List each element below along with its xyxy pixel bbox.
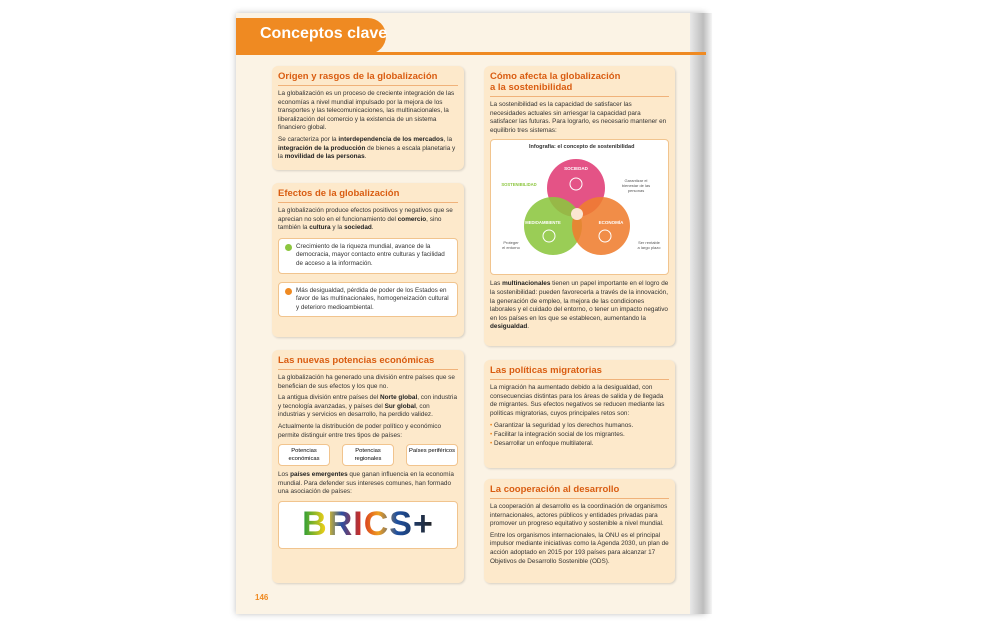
note-proteger: Proteger bbox=[503, 240, 519, 246]
positive-effects-text: Crecimiento de la riqueza mundial, avance de la democracia, mayor contacto entre culturas y facilidad de acceso a la información. bbox=[296, 242, 445, 267]
venn-center bbox=[571, 208, 583, 220]
card-efectos-title: Efectos de la globalización bbox=[278, 188, 400, 199]
origen-paragraph-1: La globalización es un proceso de creciente integración de las economías a nivel mundial impulsado por la mejora de los transportes y las telecomunicaciones, las multinacionales, la liberalización del comercio y la existencia de un sistema financiero global. bbox=[278, 90, 455, 132]
negative-effects-box bbox=[278, 282, 458, 318]
sostenibilidad-infographic bbox=[490, 139, 669, 275]
header-rule bbox=[236, 52, 706, 55]
type-economicas: Potencias económicas bbox=[278, 444, 330, 466]
sostenibilidad-paragraph-1: La sostenibilidad es la capacidad de satisfacer las necesidades actuales sin arriesgar la capacidad para satisfacer las futuras. Para lograrlo, es necesario mantener en equilibrio tres sistemas: bbox=[490, 101, 667, 134]
card-cooperacion-title: La cooperación al desarrollo bbox=[490, 484, 620, 495]
brics-logo: BRICS+ bbox=[302, 505, 434, 544]
potencias-paragraph-1: La globalización ha generado una división entre países que se benefician de sus efectos y los que no. bbox=[278, 374, 455, 390]
cooperacion-paragraph-1: La cooperación al desarrollo es la coordinación de organismos internacionales, actores públicos y entidades privadas para promover un progreso equitativo y sostenible a nivel mundial. bbox=[490, 503, 668, 528]
venn-label-economia: ECONOMÍA bbox=[598, 220, 624, 226]
note-proteger-2: el entorno bbox=[502, 245, 520, 251]
infographic-title: Infografía: el concepto de sostenibilidad bbox=[529, 144, 635, 151]
venn-label-sociedad: SOCIEDAD bbox=[564, 166, 588, 172]
minus-icon bbox=[285, 288, 292, 295]
sustainability-venn-diagram bbox=[491, 152, 668, 272]
card-efectos bbox=[272, 183, 464, 337]
page-title: Conceptos clave bbox=[260, 25, 388, 42]
card-origen-title: Origen y rasgos de la globalización bbox=[278, 71, 438, 82]
potencias-paragraph-2: La antigua división entre países del Norte global, con industria y tecnología avanzadas, y países del Sur global, con industrias y servicios en desarrollo, ha perdido validez. bbox=[278, 394, 458, 419]
card-cooperacion bbox=[484, 479, 675, 583]
type-perifericos: Países periféricos bbox=[406, 444, 458, 466]
negative-effects-text: Más desigualdad, pérdida de poder de los Estados en favor de las multinacionales, homogeneización cultural y deterioro medioambiental. bbox=[296, 286, 449, 311]
divider bbox=[278, 202, 458, 203]
note-bienestar: Garantizar el bbox=[624, 178, 648, 184]
card-migratorias-title: Las políticas migratorias bbox=[490, 365, 602, 376]
cooperacion-paragraph-2: Entre los organismos internacionales, la ONU es el principal impulsor mediante iniciativas como la Agenda 2030, un plan de acción adoptado en 2015 por 193 países para alcanzar 17 Objetivos de Desarrollo Sostenible (ODS). bbox=[490, 531, 669, 565]
origen-paragraph-2: Se caracteriza por la interdependencia de los mercados, la integración de la producción de bienes a escala planetaria y la movilidad de las personas. bbox=[278, 135, 456, 161]
brics-logo-box bbox=[278, 501, 458, 549]
divider bbox=[490, 498, 669, 499]
page-curl bbox=[690, 13, 712, 614]
efectos-paragraph: La globalización produce efectos positivos y negativos que se aprecian no solo en el funcionamiento del comercio, sino también la cultura y la sociedad. bbox=[278, 207, 453, 232]
card-sostenibilidad-title: Cómo afecta la globalización a la sostenibilidad bbox=[490, 71, 621, 93]
country-types bbox=[278, 444, 458, 466]
plus-icon bbox=[285, 244, 292, 251]
type-regionales: Potencias regionales bbox=[342, 444, 394, 466]
venn-label-sostenibilidad: SOSTENIBILIDAD bbox=[501, 182, 537, 188]
page-number: 146 bbox=[255, 593, 269, 602]
divider bbox=[490, 379, 669, 380]
list-item: • Facilitar la integración social de los migrantes. bbox=[490, 430, 669, 439]
venn-label-medioambiente: MEDIOAMBIENTE bbox=[525, 220, 561, 226]
list-item: • Desarrollar un enfoque multilateral. bbox=[490, 439, 669, 448]
positive-effects-box bbox=[278, 238, 458, 274]
note-bienestar-2: bienestar de las bbox=[621, 183, 651, 189]
sostenibilidad-paragraph-2: Las multinacionales tienen un papel importante en el logro de la sostenibilidad: pueden favorecerla a través de la innovación, la generación de empleo, la mejora de las condiciones laborales y el cuidado del entorno, o tener un impacto negativo en los países en los que se establecen, aumentando la desigualdad. bbox=[490, 280, 669, 331]
potencias-paragraph-3: Actualmente la distribución de poder político y económico permite distinguir entre tres tipos de países: bbox=[278, 422, 442, 439]
card-potencias-title: Las nuevas potencias económicas bbox=[278, 355, 435, 366]
list-item: • Garantizar la seguridad y los derechos humanos. bbox=[490, 421, 669, 430]
note-bienestar-3: personas bbox=[627, 188, 645, 194]
potencias-paragraph-4: Los países emergentes que ganan influencia en la economía mundial. Para defender sus intereses comunes, han formado una asociación de países: bbox=[278, 471, 454, 496]
migratorias-paragraph: La migración ha aumentado debido a la desigualdad, con consecuencias distintas para los áreas de salida y de llegada de migrantes. Sus efectos negativos se reducen mediante las políticas migratorias, cuyos principales retos son: bbox=[490, 384, 665, 417]
card-potencias bbox=[272, 350, 464, 583]
card-origen bbox=[272, 66, 464, 170]
note-rentable: Ser rentable bbox=[638, 240, 660, 246]
note-rentable-2: a largo plazo bbox=[637, 245, 661, 251]
migratorias-bullets bbox=[490, 421, 669, 448]
card-migratorias bbox=[484, 360, 675, 468]
venn-economia bbox=[572, 197, 630, 255]
divider bbox=[278, 85, 458, 86]
divider bbox=[490, 96, 669, 97]
card-sostenibilidad bbox=[484, 66, 675, 346]
divider bbox=[278, 369, 458, 370]
